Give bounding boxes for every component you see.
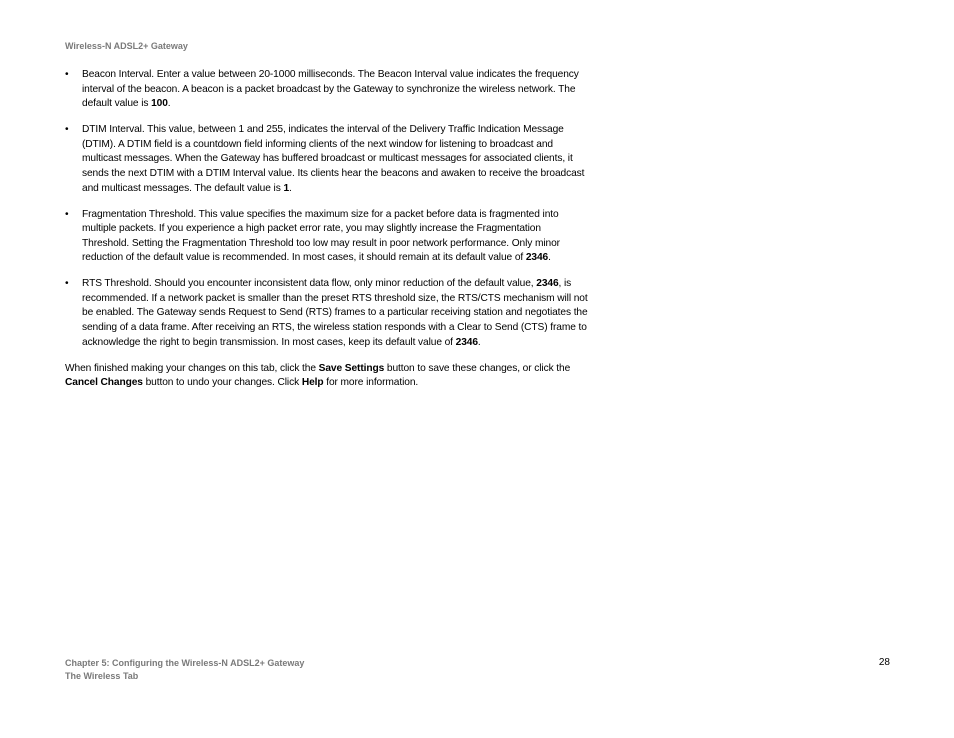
closing-text: for more information. xyxy=(323,377,419,389)
closing-text: button to save these changes, or click the xyxy=(384,362,571,374)
footer-chapter: Chapter 5: Configuring the Wireless-N ADSL2+ Gateway xyxy=(65,658,305,668)
bullet-icon: • xyxy=(65,278,69,290)
item-value: 2346 xyxy=(525,252,549,264)
help-ref: Help xyxy=(301,377,324,389)
list-item-rts-threshold xyxy=(65,277,590,350)
closing-text: button to undo your changes. Click xyxy=(142,377,302,389)
save-settings-ref: Save Settings xyxy=(318,362,385,374)
item-punct: . xyxy=(477,336,481,348)
item-value: 2346 xyxy=(536,278,559,290)
item-value: 1 xyxy=(283,182,290,194)
item-punct: . xyxy=(289,182,292,194)
item-punct: . xyxy=(167,98,171,110)
item-text: DTIM Interval. This value, between 1 and 255, indicates the interval of the Delivery Traffic Indication Message (DTIM). A DTIM field is a countdown field informing clients of the next window for listening to broadcast and multicast messages. When the Gateway has buffered broadcast or multicast messages for associated clients, it sends the next DTIM with a DTIM Interval value. Its clients hear the beacons and awaken to receive the broadcast and multicast messages. The default value is xyxy=(82,124,585,194)
running-footer xyxy=(65,657,304,683)
bullet-icon: • xyxy=(65,69,69,80)
item-text: Beacon Interval. Enter a value between 20-1000 milliseconds. The Beacon Interval value indicates the frequency interval of the beacon. A beacon is a packet broadcast by the Gateway to synchronize the wireless network. The default value is xyxy=(82,69,579,110)
closing-text: When finished making your changes on this tab, click the xyxy=(65,362,319,374)
item-punct: . xyxy=(548,252,551,264)
settings-list xyxy=(65,68,590,350)
list-item-fragmentation-threshold xyxy=(65,208,590,266)
running-header: Wireless-N ADSL2+ Gateway xyxy=(65,41,188,51)
bullet-icon: • xyxy=(65,124,69,136)
item-value-2: 2346 xyxy=(455,336,478,348)
list-item-dtim-interval xyxy=(65,123,590,196)
main-content xyxy=(65,68,590,391)
item-value: 100 xyxy=(151,98,168,110)
bullet-icon: • xyxy=(65,208,69,220)
cancel-changes-ref: Cancel Changes xyxy=(65,377,143,389)
footer-section: The Wireless Tab xyxy=(65,671,139,681)
item-text-continued: , is recommended. If a network packet is smaller than the preset RTS threshold size, the RTS/CTS mechanism will not be enabled. The Gateway sends Request to Send (RTS) frames to a particular receiving station and negotiates the sending of a data frame. After receiving an RTS, the wireless station responds with a Clear to Send (CTS) frame to acknowledge the right to begin transmission. In most cases, keep its default value of xyxy=(82,278,588,348)
list-item-beacon-interval xyxy=(65,68,590,112)
closing-paragraph xyxy=(65,362,590,391)
item-text: RTS Threshold. Should you encounter inconsistent data flow, only minor reduction of the default value, xyxy=(82,278,537,290)
page-number: 28 xyxy=(878,657,890,668)
item-text: Fragmentation Threshold. This value specifies the maximum size for a packet before data is fragmented into multiple packets. If you experience a high packet error rate, you may slightly increase the Fragmentation Threshold. Setting the Fragmentation Threshold too low may result in poor network performance. Only minor reduction of the default value is recommended. In most cases, it should remain at its default value of xyxy=(82,208,560,264)
